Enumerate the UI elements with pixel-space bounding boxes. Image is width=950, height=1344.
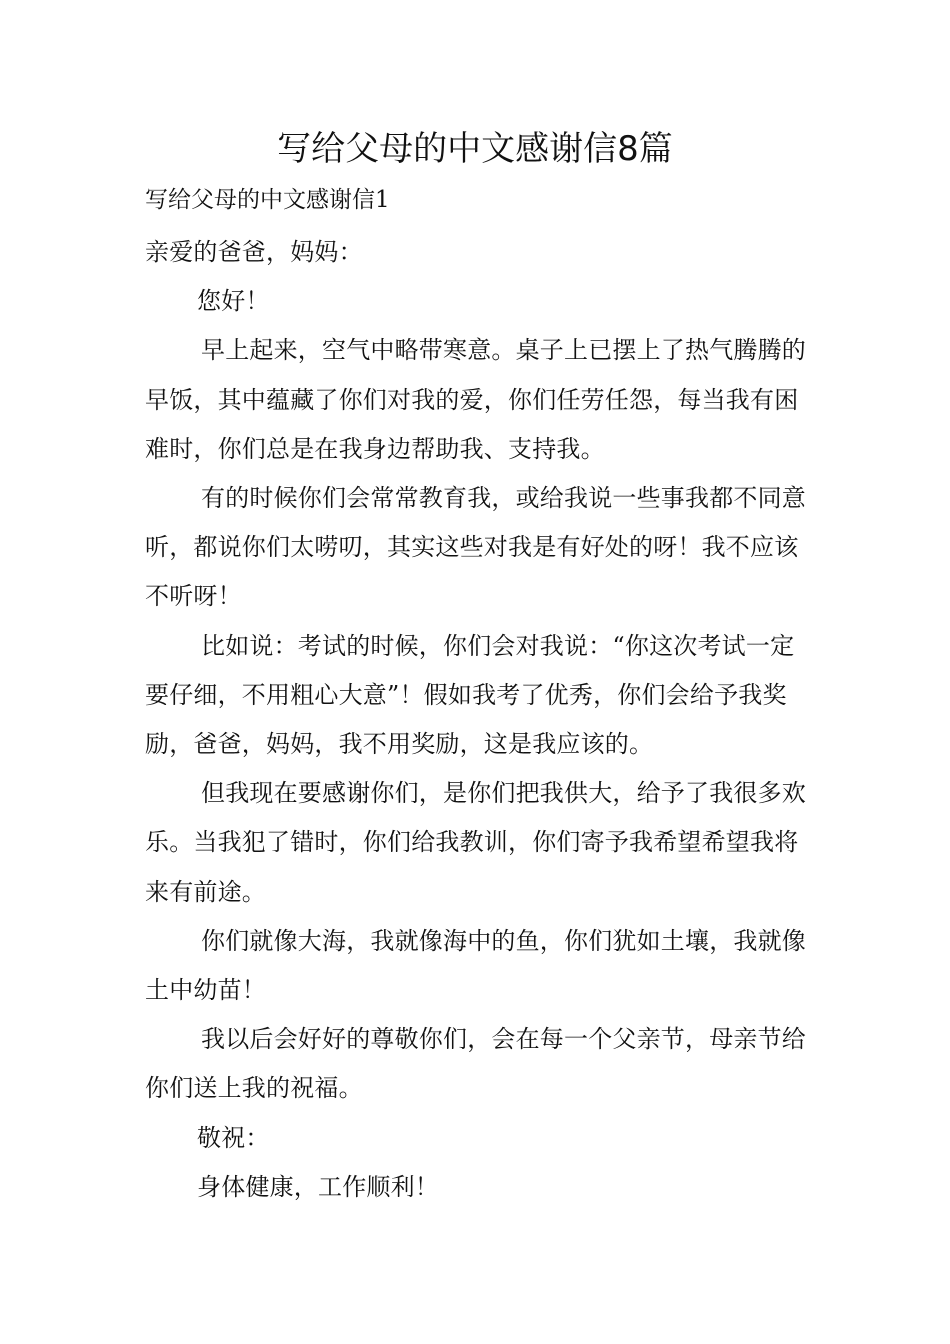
salutation: 亲爱的爸爸，妈妈： (145, 238, 363, 266)
section-heading: 写给父母的中文感谢信1 (145, 187, 390, 213)
paragraph-2: 有的时候你们会常常教育我，或给我说一些事我都不同意听，都说你们太唠叨，其实这些对我是有好处的呀！我不应该不听呀！ (145, 484, 806, 611)
paragraph-1: 早上起来，空气中略带寒意。桌子上已摆上了热气腾腾的早饭，其中蕴藏了你们对我的爱，你们任劳任怨，每当我有困难时，你们总是在我身边帮助我、支持我。 (145, 336, 806, 463)
paragraph-5: 你们就像大海，我就像海中的鱼，你们犹如土壤，我就像土中幼苗！ (145, 926, 806, 1005)
document-title: 写给父母的中文感谢信8篇 (277, 129, 673, 169)
greeting: 您好！ (197, 287, 270, 316)
paragraph-6: 我以后会好好的尊敬你们，会在每一个父亲节，母亲节给你们送上我的祝福。 (145, 1025, 806, 1103)
closing-line-2: 身体健康，工作顺利！ (197, 1172, 439, 1201)
paragraph-3: 比如说：考试的时候，你们会对我说：“你这次考试一定要仔细，不用粗心大意”！假如我考了优秀，你们会给予我奖励，爸爸，妈妈，我不用奖励，这是我应该的。 (145, 631, 795, 759)
paragraph-4: 但我现在要感谢你们，是你们把我供大，给予了我很多欢乐。当我犯了错时，你们给我教训，你们寄予我希望希望我将来有前途。 (145, 779, 806, 906)
closing-line-1: 敬祝： (197, 1123, 270, 1152)
letter-body (145, 228, 807, 1212)
